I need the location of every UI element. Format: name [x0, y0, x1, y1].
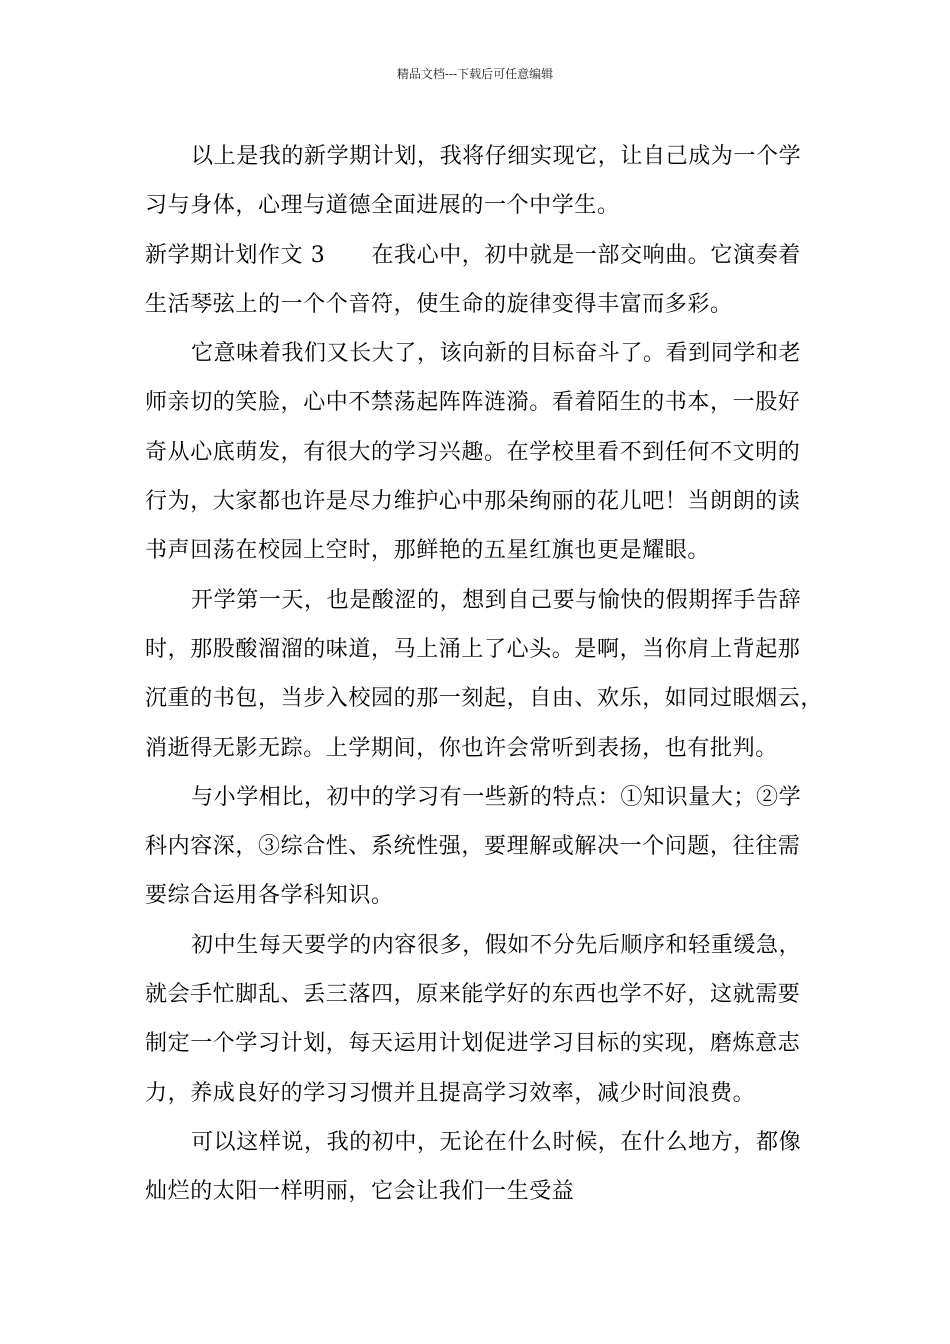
- text-line: 习与身体，心理与道德全面进展的一个中学生。: [145, 193, 620, 219]
- text-line: 开学第一天，也是酸涩的，想到自己要与愉快的假期挥手告辞: [191, 587, 802, 613]
- text-line: 它意味着我们又长大了，该向新的目标奋斗了。看到同学和老: [191, 341, 802, 367]
- text-line: 时，那股酸溜溜的味道，马上涌上了心头。是啊，当你肩上背起那: [145, 636, 801, 662]
- text-line: 初中生每天要学的内容很多，假如不分先后顺序和轻重缓急，: [191, 932, 802, 958]
- text-line: 要综合运用各学科知识。: [145, 883, 394, 909]
- document-body: [145, 132, 825, 1217]
- text-line: 奇从心底萌发，有很大的学习兴趣。在学校里看不到任何不文明的: [145, 439, 801, 465]
- text-line: 科内容深，③综合性、系统性强，要理解或解决一个问题，往往需: [145, 834, 801, 860]
- text-line-with-title: [145, 231, 825, 280]
- text-line: 制定一个学习计划，每天运用计划促进学习目标的实现，磨炼意志: [145, 1031, 801, 1057]
- text-line: 行为，大家都也许是尽力维护心中那朵绚丽的花儿吧！当朗朗的读: [145, 489, 801, 515]
- page-header: 精品文档---下载后可任意编辑: [396, 67, 554, 81]
- section-title: 新学期计划作文 3: [145, 242, 326, 268]
- section-first-sentence: 在我心中，初中就是一部交响曲。它演奏着: [371, 242, 801, 268]
- text-line: 与小学相比，初中的学习有一些新的特点：①知识量大；②学: [191, 784, 802, 810]
- text-line: 师亲切的笑脸，心中不禁荡起阵阵涟漪。看着陌生的书本，一股好: [145, 390, 801, 416]
- text-line: 消逝得无影无踪。上学期间，你也许会常听到表扬，也有批判。: [145, 735, 778, 761]
- text-line: 以上是我的新学期计划，我将仔细实现它，让自己成为一个学: [191, 144, 802, 169]
- text-line: 沉重的书包，当步入校园的那一刻起，自由、欢乐，如同过眼烟云，: [145, 686, 824, 712]
- text-line: 生活琴弦上的一个个音符，使生命的旋律变得丰富而多彩。: [145, 291, 733, 317]
- text-line: 力，养成良好的学习习惯并且提高学习效率，减少时间浪费。: [145, 1080, 756, 1106]
- text-line: 可以这样说，我的初中，无论在什么时候，在什么地方，都像: [191, 1129, 802, 1155]
- text-line: 书声回荡在校园上空时，那鲜艳的五星红旗也更是耀眼。: [145, 538, 711, 564]
- text-line: 就会手忙脚乱、丢三落四，原来能学好的东西也学不好，这就需要: [145, 982, 801, 1008]
- text-line: 灿烂的太阳一样明丽，它会让我们一生受益: [145, 1179, 575, 1205]
